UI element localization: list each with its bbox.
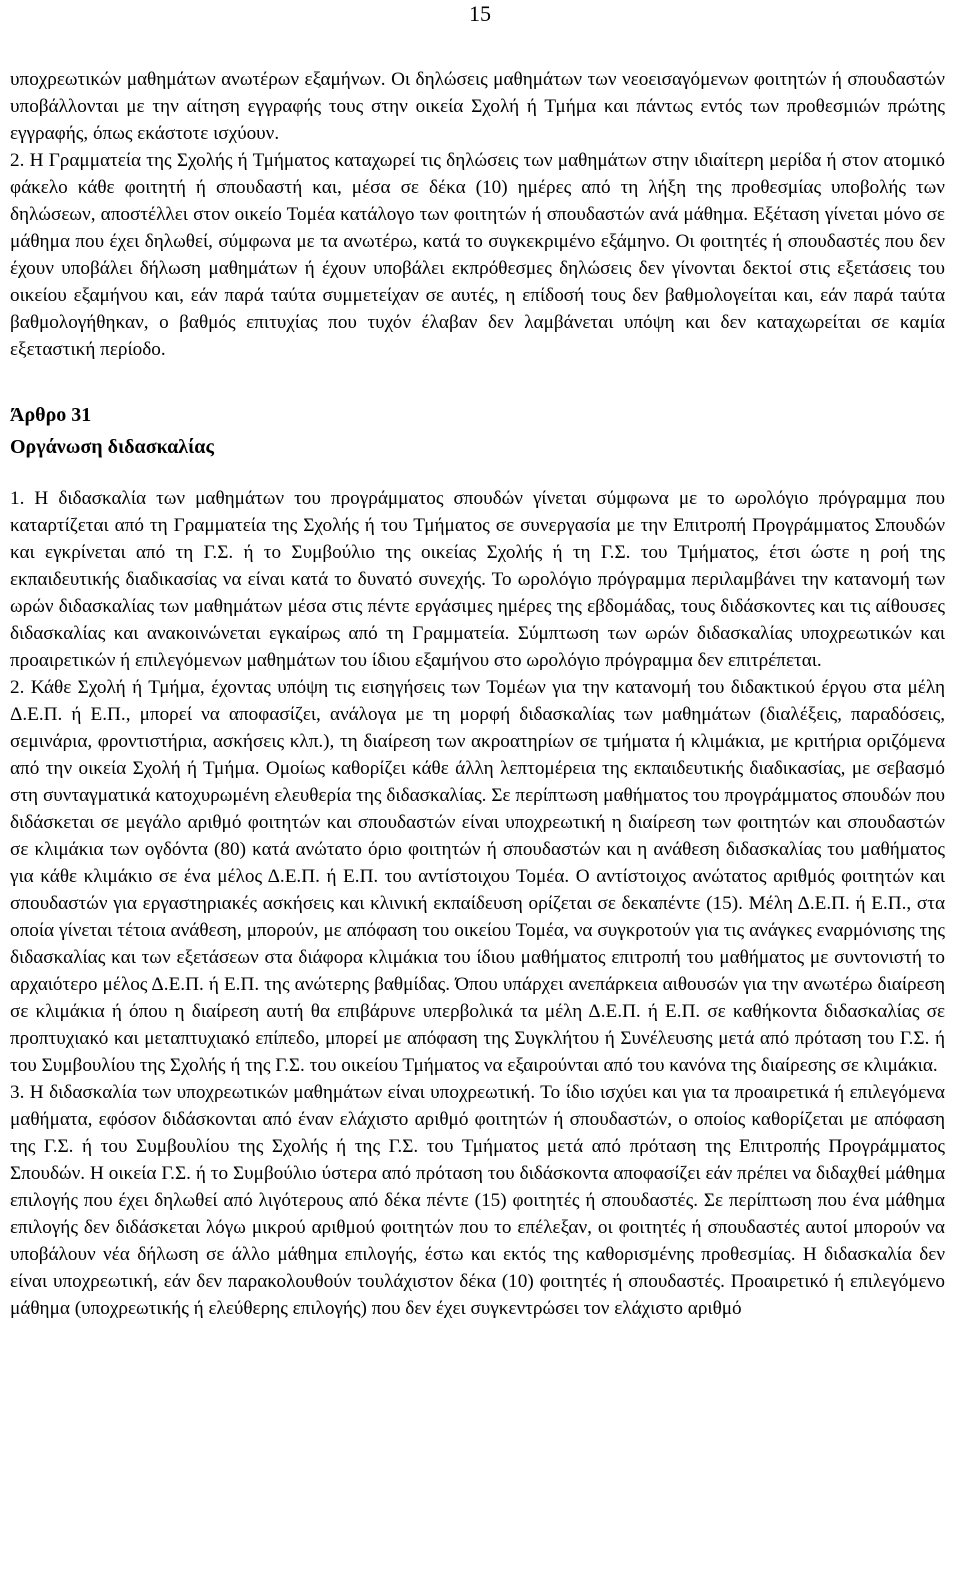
article-paragraph-1: 1. Η διδασκαλία των μαθημάτων του προγράμματος σπουδών γίνεται σύμφωνα με το ωρολόγιο πρόγραμμα που καταρτίζεται από τη Γραμματεία της Σχολής ή του Τμήματος σε συνεργασία με την Επιτροπή Προγράμματος Σπουδών και εγκρίνεται από τη Γ.Σ. ή το Συμβούλιο της οικείας Σχολής ή τη Γ.Σ. του Τμήματος, έτσι ώστε η ροή της εκπαιδευτικής διαδικασίας να είναι κατά το δυνατό συνεχής. Το ωρολόγιο πρόγραμμα περιλαμβάνει την κατανομή των ωρών διδασκαλίας των μαθημάτων μέσα στις πέντε εργάσιμες ημέρες της εβδομάδας, τους διδάσκοντες και τις αίθουσες διδασκαλίας και ανακοινώνεται εγκαίρως από τη Γραμματεία. Σύμπτωση των ωρών διδασκαλίας υποχρεωτικών και προαιρετικών ή επιλεγόμενων μαθημάτων του ίδιου εξαμήνου στο ωρολόγιο πρόγραμμα δεν επιτρέπεται. [10, 488, 945, 671]
article-paragraph-3: 3. Η διδασκαλία των υποχρεωτικών μαθημάτων είναι υποχρεωτική. Το ίδιο ισχύει και για τα προαιρετικά ή επιλεγόμενα μαθήματα, εφόσον διδάσκονται από έναν ελάχιστο αριθμό φοιτητών ή σπουδαστών, ο οποίος καθορίζεται με απόφαση της Γ.Σ. ή του Συμβουλίου της Σχολής ή της Γ.Σ. του Τμήματος μετά από πρόταση της Επιτροπής Προγράμματος Σπουδών. Η οικεία Γ.Σ. ή το Συμβούλιο ύστερα από πρόταση του διδάσκοντα αποφασίζει εάν πρέπει να διδαχθεί μάθημα επιλογής που έχει δηλωθεί από λιγότερους από δέκα πέντε (15) φοιτητές ή σπουδαστές. Σε περίπτωση που ένα μάθημα επιλογής δεν διδάσκεται λόγω μικρού αριθμού φοιτητών που το επέλεξαν, οι φοιτητές ή σπουδαστές αυτοί μπορούν να υποβάλουν νέα δήλωση σε άλλο μάθημα επιλογής, έστω και εκτός της καθορισμένης προθεσμίας. Η διδασκαλία δεν είναι υποχρεωτική, εάν δεν παρακολουθούν τουλάχιστον δέκα (10) φοιτητές ή σπουδαστές. Προαιρετικό ή επιλεγόμενο μάθημα (υποχρεωτικής ή ελεύθερης επιλογής) που δεν έχει συγκεντρώσει τον ελάχιστο αριθμό [10, 1082, 945, 1319]
document-body [10, 66, 945, 1322]
article-number-title: Άρθρο 31 [10, 404, 92, 426]
paragraph-2: 2. Η Γραμματεία της Σχολής ή Τμήματος καταχωρεί τις δηλώσεις των μαθημάτων στην ιδιαίτερη μερίδα ή στον ατομικό φάκελο κάθε φοιτητή ή σπουδαστή και, μέσα σε δέκα (10) ημέρες από τη λήξη της προθεσμίας υποβολής των δηλώσεων, αποστέλλει στον οικείο Τομέα κατάλογο των φοιτητών ή σπουδαστών ανά μάθημα. Εξέταση γίνεται μόνο σε μάθημα που έχει δηλωθεί, σύμφωνα με τα ανωτέρω, κατά το συγκεκριμένο εξάμηνο. Οι φοιτητές ή σπουδαστές που δεν έχουν υποβάλει δήλωση μαθημάτων ή έχουν υποβάλει εκπρόθεσμες δηλώσεις δεν γίνονται δεκτοί στις εξετάσεις του οικείου εξαμήνου και, εάν παρά ταύτα συμμετείχαν σε αυτές, η επίδοσή τους δεν βαθμολογείται και, εάν παρά ταύτα βαθμολογήθηκαν, ο βαθμός επιτυχίας που τυχόν έλαβαν δεν λαμβάνεται υπόψη και δεν καταχωρείται σε καμία εξεταστική περίοδο. [10, 150, 945, 360]
article-subject: Οργάνωση διδασκαλίας [10, 436, 214, 458]
article-paragraph-2: 2. Κάθε Σχολή ή Τμήμα, έχοντας υπόψη τις εισηγήσεις των Τομέων για την κατανομή του διδακτικού έργου στα μέλη Δ.Ε.Π. ή Ε.Π., μπορεί να αποφασίζει, ανάλογα με τη μορφή διδασκαλίας των μαθημάτων (διαλέξεις, παραδόσεις, σεμινάρια, φροντιστήρια, ασκήσεις κλπ.), τη διαίρεση των ακροατηρίων σε τμήματα ή κλιμάκια, με κριτήρια οριζόμενα από την οικεία Σχολή ή Τμήμα. Ομοίως καθορίζει κάθε άλλη λεπτομέρεια της εκπαιδευτικής διαδικασίας, με σεβασμό στη συνταγματικά κατοχυρωμένη ελευθερία της διδασκαλίας. Σε περίπτωση μαθήματος του προγράμματος σπουδών που διδάσκεται σε μεγάλο αριθμό φοιτητών και σπουδαστών είναι υποχρεωτική η διαίρεση των φοιτητών και σπουδαστών σε κλιμάκια των ογδόντα (80) κατά ανώτατο όριο φοιτητών ή σπουδαστών και η ανάθεση διδασκαλίας του μαθήματος για κάθε κλιμάκιο σε ένα μέλος Δ.Ε.Π. ή Ε.Π. του αντίστοιχου Τομέα. Ο αντίστοιχος ανώτατος αριθμός φοιτητών και σπουδαστών για εργαστηριακές ασκήσεις και κλινική εκπαίδευση ορίζεται σε δεκαπέντε (15). Μέλη Δ.Ε.Π. ή Ε.Π., στα οποία γίνεται τέτοια ανάθεση, μπορούν, με απόφαση του οικείου Τομέα, να συγκροτούν για τις ανάγκες εναρμόνισης της διδασκαλίας και των εξετάσεων στα διάφορα κλιμάκια του ίδιου μαθήματος επιτροπή του μαθήματος με συντονιστή το αρχαιότερο μέλος Δ.Ε.Π. ή Ε.Π. της ανώτερης βαθμίδας. Όπου υπάρχει ανεπάρκεια αιθουσών για την ανωτέρω διαίρεση σε κλιμάκια ή όπου η διαίρεση αυτή θα επιβάρυνε υπερβολικά τα μέλη Δ.Ε.Π. ή Ε.Π. σε καθήκοντα διδασκαλίας σε προπτυχιακό και μεταπτυχιακό επίπεδο, μπορεί με απόφαση της Συγκλήτου ή Συνέλευσης μετά από πρόταση του Γ.Σ. ή του Συμβουλίου της Σχολής ή της Γ.Σ. του οικείου Τμήματος να εξαιρούνται από του κανόνα της διαίρεσης σε κλιμάκια. [10, 677, 945, 1076]
page-number-text: 15 [469, 1, 491, 26]
paragraph-continued: υποχρεωτικών μαθημάτων ανωτέρων εξαμήνων. Οι δηλώσεις μαθημάτων των νεοεισαγόμενων φοιτητών ή σπουδαστών υποβάλλονται με την αίτηση εγγραφής τους στην οικεία Σχολή ή Τμήμα και πάντως εντός των προθεσμιών πρώτης εγγραφής, όπως εκάστοτε ισχύουν. [10, 69, 945, 144]
page-number [0, 0, 960, 28]
article-heading [10, 399, 945, 463]
